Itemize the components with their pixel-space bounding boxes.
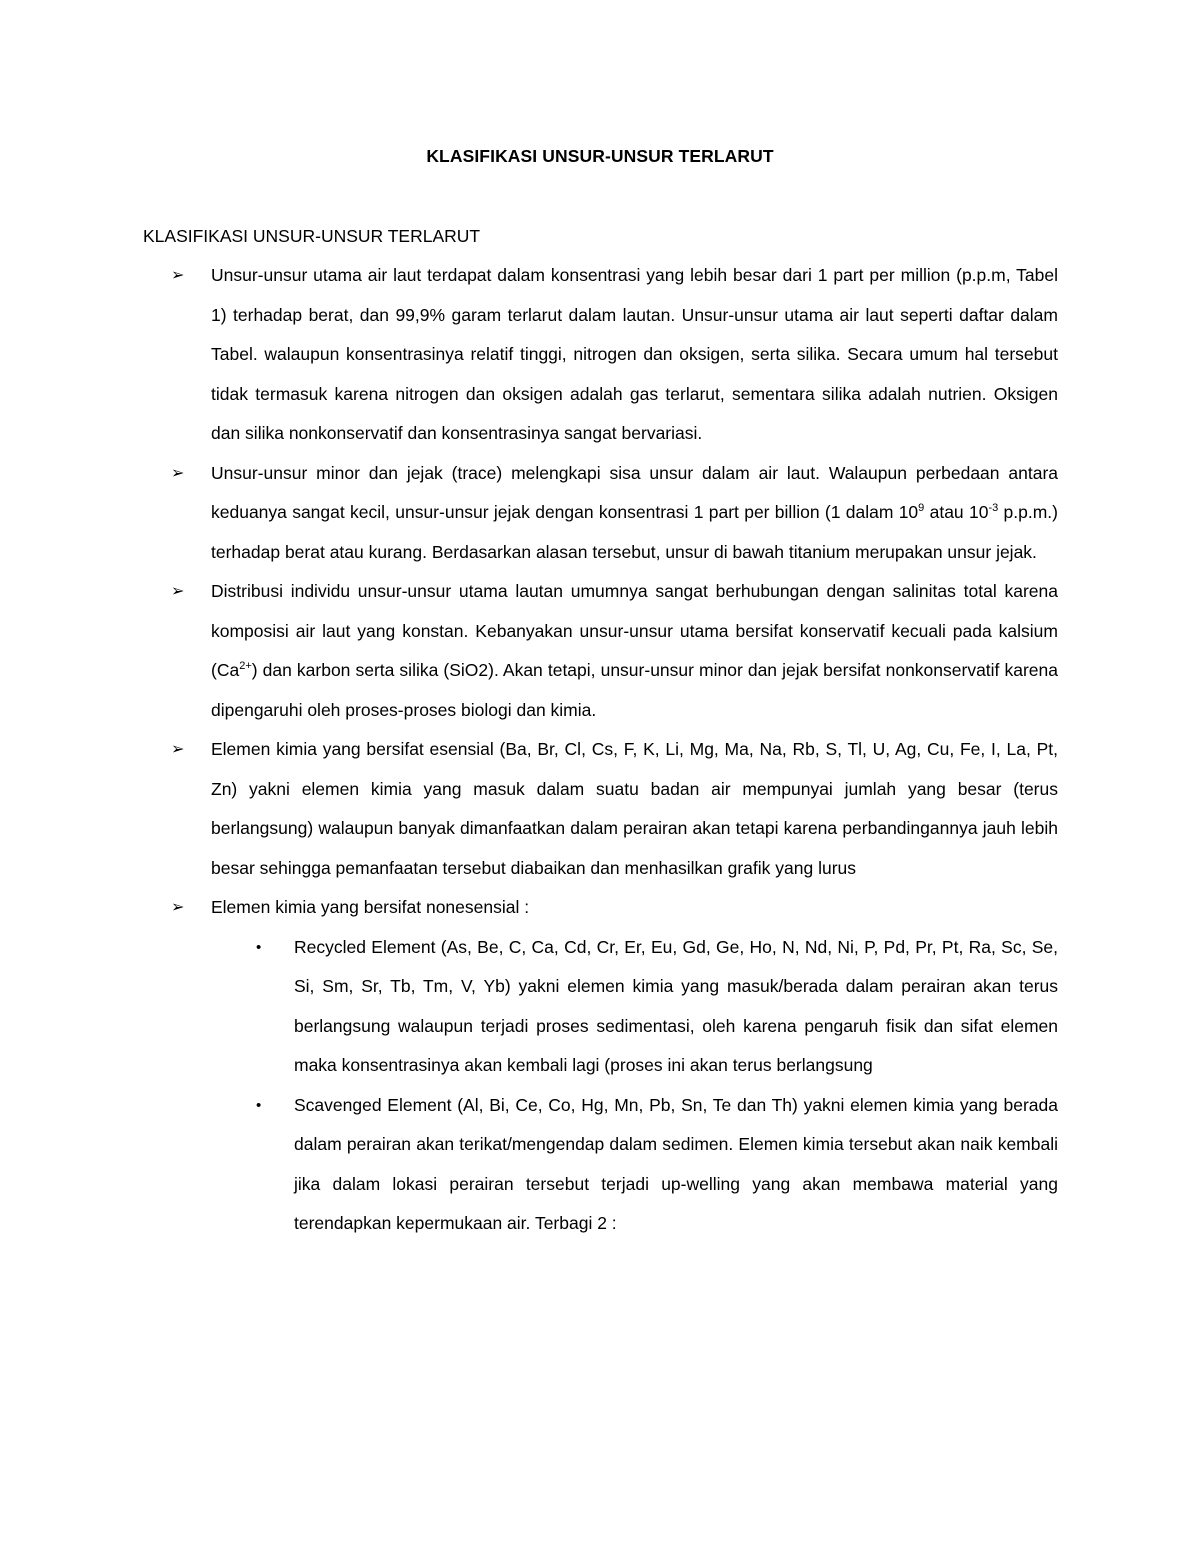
superscript: 2+ <box>239 660 252 672</box>
paragraph-text: Unsur-unsur utama air laut terdapat dalam konsentrasi yang lebih besar dari 1 part per million (p.p.m, Tabel 1) terhadap berat, dan 99,9% garam terlarut dalam lautan. Unsur-unsur utama air laut seperti daftar dalam Tabel. walaupun konsentrasinya relatif tinggi, nitrogen dan oksigen, serta silika. Secara umum hal tersebut tidak termasuk karena nitrogen dan oksigen adalah gas terlarut, sementara silika adalah nutrien. Oksigen dan silika nonkonservatif dan konsentrasinya sangat bervariasi. <box>211 265 1058 443</box>
paragraph-text: Recycled Element (As, Be, C, Ca, Cd, Cr, Er, Eu, Gd, Ge, Ho, N, Nd, Ni, P, Pd, Pr, Pt, Ra, Sc, Se, Si, Sm, Sr, Tb, Tm, V, Yb) yakni elemen kimia yang masuk/berada dalam perairan akan terus berlangsung walaupun terjadi proses sedimentasi, oleh karena pengaruh fisik dan sifat elemen maka konsentrasinya akan kembali lagi (proses ini akan terus berlangsung <box>294 936 1058 1075</box>
paragraph-text-part: p.p.m.) terhadap berat atau kurang. Berdasarkan alasan tersebut, unsur di bawah titanium merupakan unsur jejak. <box>211 502 1058 562</box>
list-item-major-elements <box>171 256 1058 454</box>
bullet-dot-icon: • <box>256 938 262 956</box>
bullet-dot-icon: • <box>256 1096 262 1114</box>
list-item-nonessential-elements <box>171 888 1058 928</box>
list-item-distribution <box>171 572 1058 730</box>
document-body <box>171 256 1058 1244</box>
arrow-bullet-icon: ➢ <box>171 583 185 600</box>
list-item-minor-trace-elements <box>171 454 1058 573</box>
sublist-item-scavenged-element <box>171 1086 1058 1244</box>
paragraph-text-part: Unsur-unsur minor dan jejak (trace) melengkapi sisa unsur dalam air laut. Walaupun perbedaan antara keduanya sangat kecil, unsur-unsur jejak dengan konsentrasi 1 part per billion (1 dalam 10 <box>211 462 1058 522</box>
list-item-essential-elements <box>171 730 1058 888</box>
superscript: -3 <box>988 502 999 514</box>
arrow-bullet-icon: ➢ <box>171 741 185 758</box>
arrow-bullet-icon: ➢ <box>171 899 185 916</box>
paragraph-text-part: Distribusi individu unsur-unsur utama lautan umumnya sangat berhubungan dengan salinitas total karena komposisi air laut yang konstan. Kebanyakan unsur-unsur utama bersifat konservatif kecuali pada kalsium (Ca <box>211 581 1058 680</box>
arrow-bullet-icon: ➢ <box>171 267 185 284</box>
document-title: KLASIFIKASI UNSUR-UNSUR TERLARUT <box>426 146 774 166</box>
paragraph-text: Scavenged Element (Al, Bi, Ce, Co, Hg, Mn, Pb, Sn, Te dan Th) yakni elemen kimia yang berada dalam perairan akan terikat/mengendap dalam sedimen. Elemen kimia tersebut akan naik kembali jika dalam lokasi perairan tersebut terjadi up-welling yang akan membawa material yang terendapkan kepermukaan air. Terbagi 2 : <box>294 1094 1058 1233</box>
paragraph-text-part: ) dan karbon serta silika (SiO2). Akan tetapi, unsur-unsur minor dan jejak bersifat nonkonservatif karena dipengaruhi oleh proses-proses biologi dan kimia. <box>211 660 1058 720</box>
superscript: 9 <box>918 502 925 514</box>
arrow-bullet-icon: ➢ <box>171 464 185 482</box>
paragraph-text <box>211 581 1058 720</box>
paragraph-text <box>211 463 1058 562</box>
sublist-item-recycled-element <box>171 928 1058 1086</box>
paragraph-text: Elemen kimia yang bersifat nonesensial : <box>211 897 530 917</box>
paragraph-text: Elemen kimia yang bersifat esensial (Ba, Br, Cl, Cs, F, K, Li, Mg, Ma, Na, Rb, S, Tl, U, Ag, Cu, Fe, I, La, Pt, Zn) yakni elemen kimia yang masuk dalam suatu badan air mempunyai jumlah yang besar (terus berlangsung) walaupun banyak dimanfaatkan dalam perairan akan tetapi karena perbandingannya jauh lebih besar sehingga pemanfaatan tersebut diabaikan dan menhasilkan grafik yang lurus <box>211 739 1058 878</box>
paragraph-text-part: atau 10 <box>924 502 989 522</box>
section-heading: KLASIFIKASI UNSUR-UNSUR TERLARUT <box>143 226 481 246</box>
